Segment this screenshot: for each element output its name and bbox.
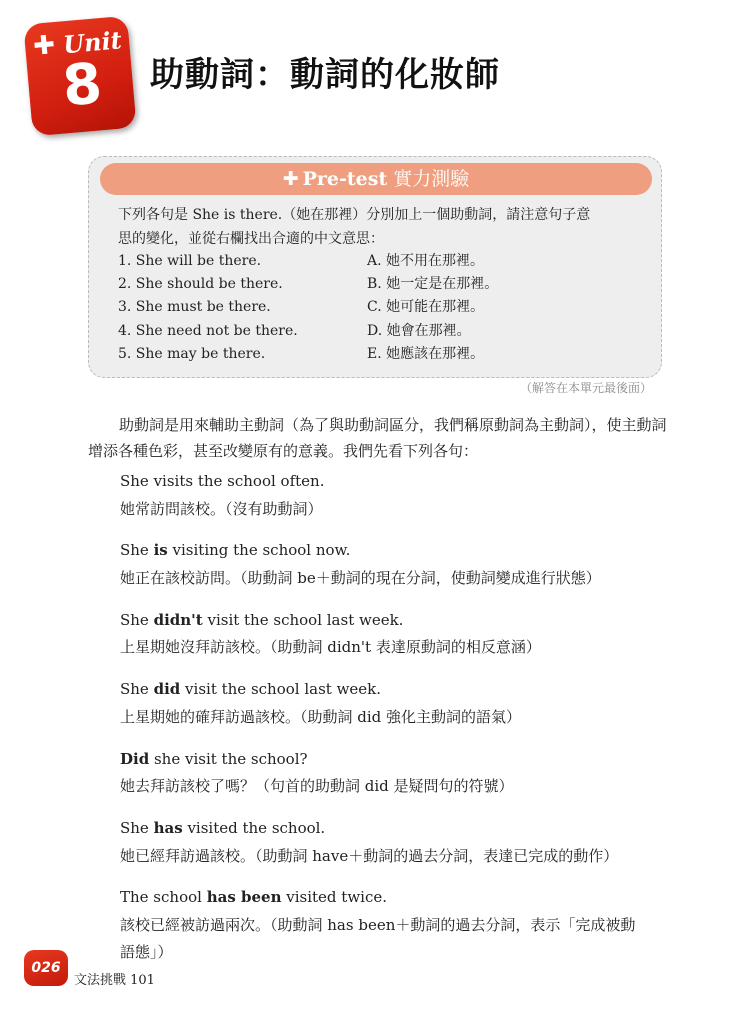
pretest-option: C. 她可能在那裡。 (367, 299, 485, 315)
unit-number: 8 (60, 51, 105, 120)
pretest-sentence: 1. She will be there. (118, 253, 262, 269)
pretest-sentence: 5. She may be there. (118, 346, 266, 362)
example-english: She did visit the school last week. (120, 680, 382, 698)
pretest-header (100, 163, 652, 195)
plus-icon: ✚ (31, 30, 57, 62)
pretest-option: E. 她應該在那裡。 (367, 346, 485, 362)
chapter-title: 助動詞：動詞的化妝師 (150, 55, 500, 95)
book-title: 文法挑戰 101 (74, 973, 155, 988)
pretest-sentence: 4. She need not be there. (118, 323, 298, 339)
example-chinese: 她已經拜訪過該校。（助動詞 have＋動詞的過去分詞，表達已完成的動作） (120, 847, 619, 865)
pretest-instruction (118, 203, 638, 251)
answer-note: （解答在本單元最後面） (520, 381, 653, 395)
pretest-sentence: 3. She must be there. (118, 299, 271, 315)
example-english: The school has been visited twice. (120, 888, 388, 906)
pretest-sentence: 2. She should be there. (118, 276, 283, 292)
intro-paragraph: 助動詞是用來輔助主動詞（為了與助動詞區分，我們稱原動詞為主動詞），使主動詞增添各種色彩，甚至改變原有的意義。我們先看下列各句： (88, 416, 667, 460)
example-english: She has visited the school. (120, 819, 326, 837)
instruction-line: 思的變化，並從右欄找出合適的中文意思： (118, 231, 384, 247)
pretest-option: A. 她不用在那裡。 (367, 253, 485, 269)
example-english: She is visiting the school now. (120, 541, 351, 559)
unit-badge (23, 16, 136, 137)
pretest-title-en: Pre-test (302, 168, 388, 190)
example-chinese-continued: 語態」） (120, 943, 173, 961)
plus-icon: ✚ (282, 168, 299, 190)
instruction-line: 下列各句是 She is there.（她在那裡）分別加上一個助動詞，請注意句子意 (118, 207, 591, 223)
example-english: She didn't visit the school last week. (120, 611, 404, 629)
unit-label: Unit (61, 25, 123, 60)
page-number: 026 (24, 950, 68, 986)
pretest-title-zh: 實力測驗 (393, 168, 470, 190)
example-chinese: 她去拜訪該校了嗎？（句首的助動詞 did 是疑問句的符號） (120, 777, 514, 795)
pretest-option: B. 她一定是在那裡。 (367, 276, 499, 292)
example-chinese: 上星期她沒拜訪該校。（助動詞 didn't 表達原動詞的相反意涵） (120, 638, 541, 656)
example-chinese: 該校已經被訪過兩次。（助動詞 has been＋動詞的過去分詞，表示「完成被動 (120, 916, 636, 934)
example-english: Did she visit the school? (120, 750, 308, 768)
example-chinese: 她常訪問該校。（沒有助動詞） (120, 500, 323, 518)
example-chinese: 她正在該校訪問。（助動詞 be＋動詞的現在分詞，使動詞變成進行狀態） (120, 569, 601, 587)
example-chinese: 上星期她的確拜訪過該校。（助動詞 did 強化主動詞的語氣） (120, 708, 522, 726)
pretest-option: D. 她會在那裡。 (367, 323, 471, 339)
example-english: She visits the school often. (120, 472, 325, 490)
